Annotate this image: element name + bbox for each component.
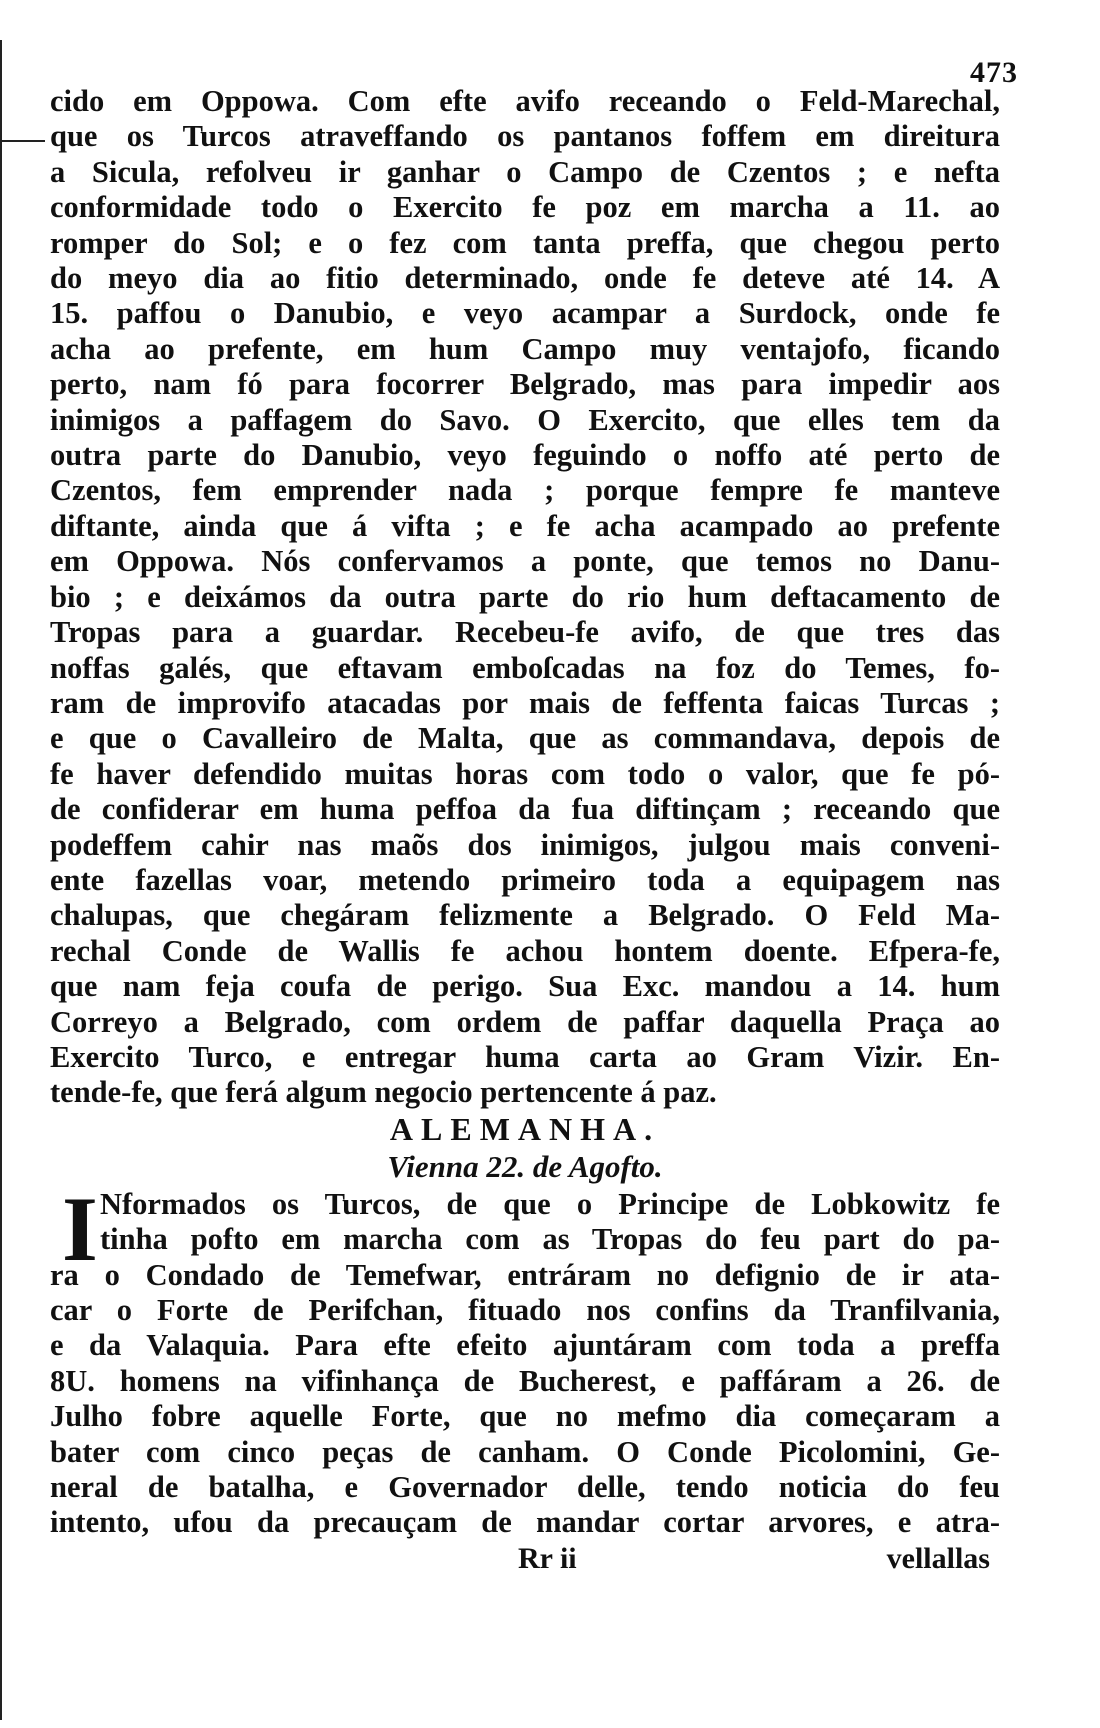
text-line: cido em Oppowa. Com efte avifo receando o Feld-Marechal,: [50, 84, 1000, 118]
text-line: bio ; e deixámos da outra parte do rio hum deftacamento de: [50, 579, 1000, 614]
text-line: que os Turcos atraveffando os pantanos foffem em direitura: [50, 119, 1000, 154]
text-line: Tropas para a guardar. Recebeu-fe avifo, de que tres das: [50, 615, 1000, 650]
text-line: de confiderar em huma peffoa da fua diftinçam ; receando que: [50, 792, 1000, 827]
text-line: tende-fe, que ferá algum negocio pertencente á paz.: [50, 1075, 717, 1110]
text-line: neral de batalha, e Governador delle, tendo noticia do feu: [50, 1470, 1000, 1505]
text-line: intento, ufou da precauçam de mandar cortar arvores, e atra-: [50, 1505, 1000, 1540]
text-line: podeffem cahir nas maõs dos inimigos, julgou mais conveni-: [50, 827, 1000, 862]
text-line: perto, nam fó para focorrer Belgrado, mas para impedir aos: [50, 367, 1000, 402]
dateline: Vienna 22. de Agofto.: [387, 1148, 663, 1184]
page-body: [50, 84, 1000, 1581]
text-line: Exercito Turco, e entregar huma carta ao Gram Vizir. En-: [50, 1039, 1000, 1074]
text-line: inimigos a paffagem do Savo. O Exercito, que elles tem da: [50, 402, 1000, 437]
text-line: que nam feja coufa de perigo. Sua Exc. mandou a 14. hum: [50, 969, 1000, 1004]
text-line: Correyo a Belgrado, com ordem de paffar daquella Praça ao: [50, 1004, 1000, 1039]
text-line: e da Valaquia. Para efte efeito ajuntáram com toda a preffa: [50, 1328, 1000, 1363]
text-line: car o Forte de Perifchan, fituado nos confins da Tranfilvania,: [50, 1293, 1000, 1327]
text-line: fe haver defendido muitas horas com todo o valor, que fe pó-: [50, 756, 1000, 791]
paragraph-vienna-report: [50, 1177, 1000, 1541]
drop-cap: I: [62, 1177, 98, 1280]
paragraph-hungary-report: [50, 84, 1000, 1111]
text-line: e que o Cavalleiro de Malta, que as commandava, depois de: [50, 721, 1000, 756]
signature-mark: Rr ii: [518, 1541, 577, 1575]
text-line: do meyo dia ao fitio determinado, onde fe deteve até 14. A: [50, 261, 1000, 296]
text-line: em Oppowa. Nós confervamos a ponte, que temos no Danu-: [50, 544, 1000, 579]
text-line: tinha pofto em marcha com as Tropas do feu part do pa-: [100, 1222, 1000, 1257]
text-line: ente fazellas voar, metendo primeiro toda a equipagem nas: [50, 862, 1000, 897]
text-line: Nformados os Turcos, de que o Principe de Lobkowitz fe: [100, 1186, 1000, 1221]
text-line: ra o Condado de Temefwar, entráram no defignio de ir ata-: [50, 1257, 1000, 1292]
text-line: outra parte do Danubio, veyo feguindo o noffo até perto de: [50, 438, 1000, 473]
text-line: 15. paffou o Danubio, e veyo acampar a Surdock, onde fe: [50, 296, 1000, 331]
text-line: noffas galés, que eftavam emboſcadas na foz do Temes, fo-: [50, 650, 1000, 685]
text-line: ram de improvifo atacadas por mais de feffenta faicas Turcas ;: [50, 685, 1000, 720]
text-line: 8U. homens na vifinhança de Bucherest, e paffáram a 26. de: [50, 1363, 1000, 1398]
text-line: a Sicula, refolveu ir ganhar o Campo de Czentos ; e nefta: [50, 154, 1000, 189]
page-number: 473: [970, 56, 1018, 89]
text-line: Czentos, fem emprender nada ; porque fempre fe manteve: [50, 473, 1000, 508]
text-line: chalupas, que chegáram felizmente a Belgrado. O Feld Ma-: [50, 898, 1000, 933]
text-line: bater com cinco peças de canham. O Conde Picolomini, Ge-: [50, 1434, 1000, 1469]
catchword: vellallas: [886, 1541, 990, 1575]
text-line: romper do Sol; e o fez com tanta preffa, que chegou perto: [50, 225, 1000, 260]
text-line: acha ao prefente, em hum Campo muy ventajofo, ficando: [50, 331, 1000, 366]
text-line: diftante, ainda que á vifta ; e fe acha acampado ao prefente: [50, 508, 1000, 543]
text-line: conformidade todo o Exercito fe poz em marcha a 11. ao: [50, 190, 1000, 225]
section-heading: ALEMANHA.: [389, 1110, 661, 1147]
text-line: Julho fobre aquelle Forte, que no mefmo dia começaram a: [50, 1399, 1000, 1434]
text-line: rechal Conde de Wallis fe achou hontem doente. Efpera-fe,: [50, 933, 1000, 968]
margin-tick-mark: [0, 140, 45, 142]
page-footer: [50, 1541, 1000, 1581]
page-edge-line: [0, 40, 8, 1720]
